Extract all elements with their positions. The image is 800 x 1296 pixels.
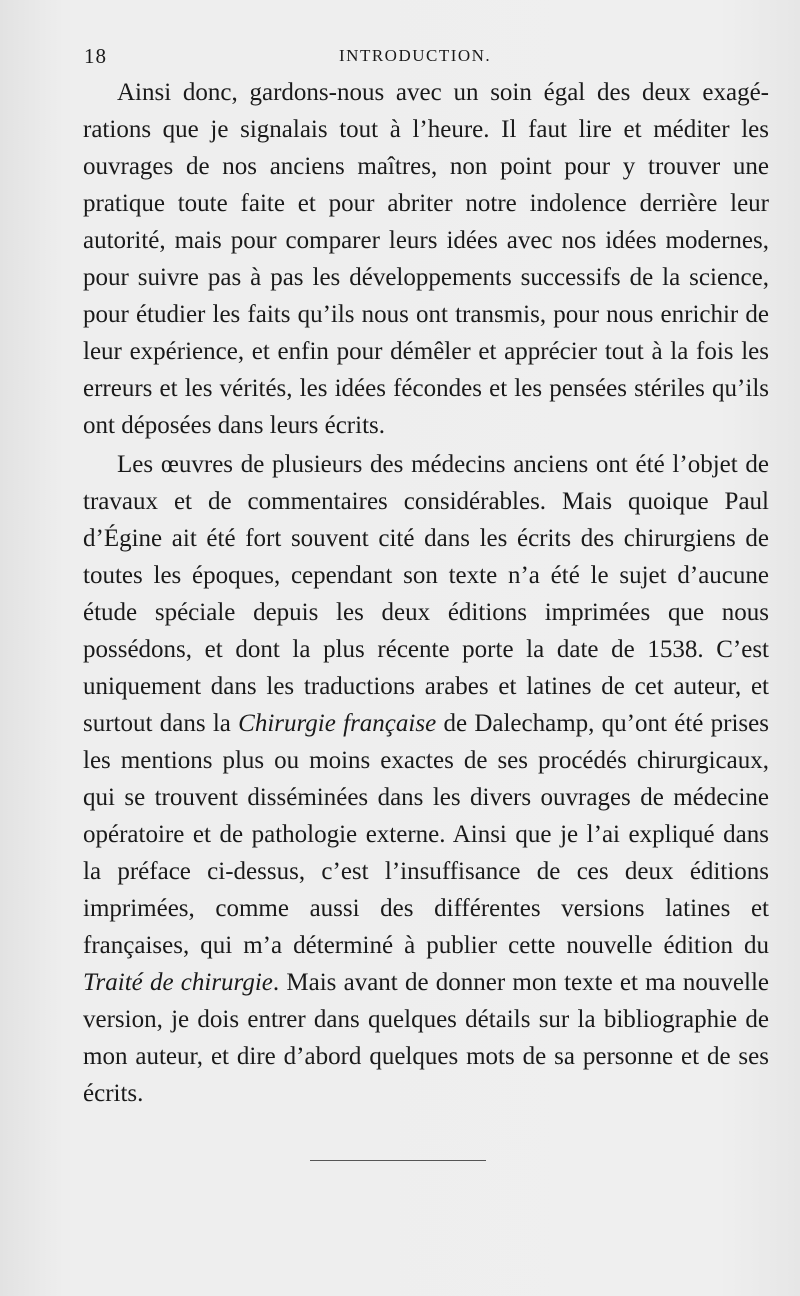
page-number: 18 [84, 44, 107, 68]
page-header [84, 44, 768, 74]
text-segment: Les œuvres de plusieurs des médecins anciens ont été l’objet de travaux et de commentaires considérables. Mais quoique Paul d’Égine ait été fort souvent cité dans les écrits des chirurgiens de toutes les époques, cependant son texte n’a été le sujet d’aucune étude spéciale depuis les deux éditions imprimées que nous possédons, et dont la plus récente porte la date de 1538. C’est uniquement dans les traductions arabes et latines de cet auteur, et surtout dans la [83, 451, 769, 737]
footnote-separator [310, 1160, 486, 1161]
text-segment: Ainsi donc, gardons-nous avec un soin égal des deux exagérations que je signalais tout à l’heure. Il faut lire et méditer les ouvrages de nos anciens maîtres, non point pour y trouver une pratique toute faite et pour abriter notre indolence derrière leur autorité, mais pour comparer leurs idées avec nos idées modernes, pour suivre pas à pas les développements successifs de la science, pour étudier les faits qu’ils nous ont transmis, pour nous enrichir de leur expérience, et enfin pour démêler et apprécier tout à la fois les erreurs et les vérités, les idées fécondes et les pensées stériles qu’ils ont déposées dans leurs écrits. [83, 79, 769, 439]
paragraph [83, 446, 769, 1112]
italic-title: Chirurgie française [238, 710, 437, 737]
body-text [83, 74, 769, 1112]
running-title: INTRODUCTION. [339, 46, 492, 65]
text-segment: de Dalechamp, qu’ont été prises les mentions plus ou moins exactes de ses procédés chirurgicaux, qui se trouvent disséminées dans les divers ouvrages de médecine opératoire et de pathologie externe. Ainsi que je l’ai expliqué dans la préface ci-dessus, c’est l’insuffisance de ces deux éditions imprimées, comme aussi des différentes versions latines et françaises, qui m’a déterminé à publier cette nouvelle édition du [83, 710, 769, 959]
paragraph [83, 74, 769, 444]
text-segment: . Mais avant de donner mon texte et ma nouvelle version, je dois entrer dans quelques détails sur la bibliographie de mon auteur, et dire d’abord quelques mots de sa personne et de ses écrits. [83, 969, 770, 1107]
italic-title: Traité de chirurgie [83, 969, 273, 996]
